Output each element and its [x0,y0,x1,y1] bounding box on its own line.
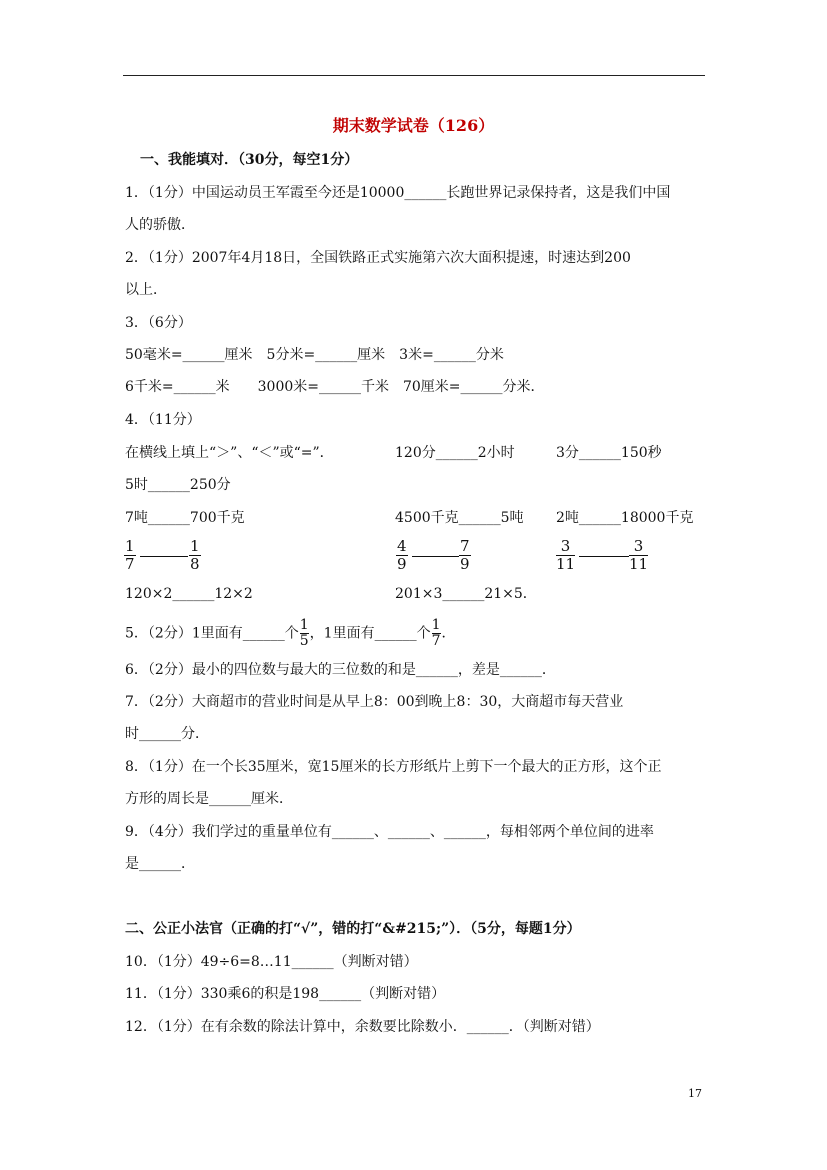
numerator: 3 [629,538,648,556]
question-3: 3．（6分） [125,315,192,331]
denominator: 11 [556,555,576,573]
question-4-item-f: 2吨______18000千克 [556,510,694,526]
denominator: 8 [190,555,200,573]
fraction-comparison-3-right [629,538,648,573]
question-4-item-c: 5时______250分 [125,477,231,493]
question-1-line-1: 1．（1分）中国运动员王军霞至今还是10000______长跑世界记录保持者，这是我们中国 [125,185,671,201]
answer-blank[interactable] [140,556,188,557]
numerator: 7 [460,537,470,555]
question-1-line-2: 人的骄傲． [125,217,195,233]
fraction-comparison-2-right [459,538,471,573]
question-5-text-2: ，1里面有______个 [309,625,431,642]
question-9-line-2: 是______． [125,856,195,872]
section-1-heading: 一、我能填对．（30分，每空1分） [140,152,359,168]
answer-blank[interactable] [579,556,629,557]
question-5-text-1: 5．（2分）1里面有______个 [125,625,299,642]
numerator: 1 [299,617,309,633]
page-title: 期末数学试卷（126） [332,116,495,135]
question-4-item-g: 120×2______12×2 [125,586,253,602]
numerator: 1 [125,537,135,555]
fraction-one-fifth [300,618,309,649]
question-2-line-2: 以上． [125,282,167,298]
page-number: 17 [688,1087,702,1100]
denominator: 7 [431,633,441,649]
question-4: 4．（11分） [125,412,201,428]
question-5 [125,618,456,649]
denominator: 9 [460,555,470,573]
question-8-line-2: 方形的周长是______厘米． [125,791,293,807]
header-rule [123,75,705,76]
question-10: 10．（1分）49÷6=8…11______（判断对错） [125,954,418,970]
numerator: 1 [431,617,441,633]
question-3-row-1: 50毫米=______厘米 5分米=______厘米 3米=______分米 [125,347,504,363]
question-3-row-2: 6千米=______米 3000米=______千米 70厘米=______分米． [125,379,545,395]
denominator: 5 [299,633,309,649]
question-12: 12．（1分）在有余数的除法计算中，余数要比除数小．______．（判断对错） [125,1019,600,1035]
question-5-text-3: ． [441,625,456,642]
fraction-comparison-1-right [189,538,201,573]
question-4-item-b: 3分______150秒 [556,445,662,461]
question-4-item-d: 7吨______700千克 [125,510,245,526]
question-9-line-1: 9．（4分）我们学过的重量单位有______、______、______，每相邻两个单位间的进率 [125,824,654,840]
denominator: 7 [125,555,135,573]
question-4-instruction: 在横线上填上“＞”、“＜”或“=”． [125,445,334,461]
fraction-comparison-2-left [396,538,408,573]
question-4-item-e: 4500千克______5吨 [395,510,524,526]
section-2-heading: 二、公正小法官（正确的打“√”，错的打“&#215;”）．（5分，每题1分） [125,921,581,937]
question-11: 11．（1分）330乘6的积是198______（判断对错） [125,986,446,1002]
question-2-line-1: 2．（1分）2007年4月18日，全国铁路正式实施第六次大面积提速，时速达到200 [125,250,631,266]
fraction-comparison-1-left [124,538,136,573]
question-4-item-h: 201×3______21×5． [395,586,537,602]
fraction-comparison-3-left [556,538,575,573]
question-7-line-1: 7．（2分）大商超市的营业时间是从早上8：00到晚上8：30，大商超市每天营业 [125,694,624,710]
question-4-item-a: 120分______2小时 [395,445,515,461]
question-8-line-1: 8．（1分）在一个长35厘米，宽15厘米的长方形纸片上剪下一个最大的正方形，这个正 [125,759,662,775]
numerator: 1 [190,537,200,555]
denominator: 9 [397,555,407,573]
numerator: 4 [397,537,407,555]
denominator: 11 [629,555,649,573]
question-6: 6．（2分）最小的四位数与最大的三位数的和是______，差是______． [125,662,556,678]
answer-blank[interactable] [412,556,459,557]
question-7-line-2: 时______分． [125,726,209,742]
fraction-one-seventh [432,618,441,649]
numerator: 3 [556,538,575,556]
